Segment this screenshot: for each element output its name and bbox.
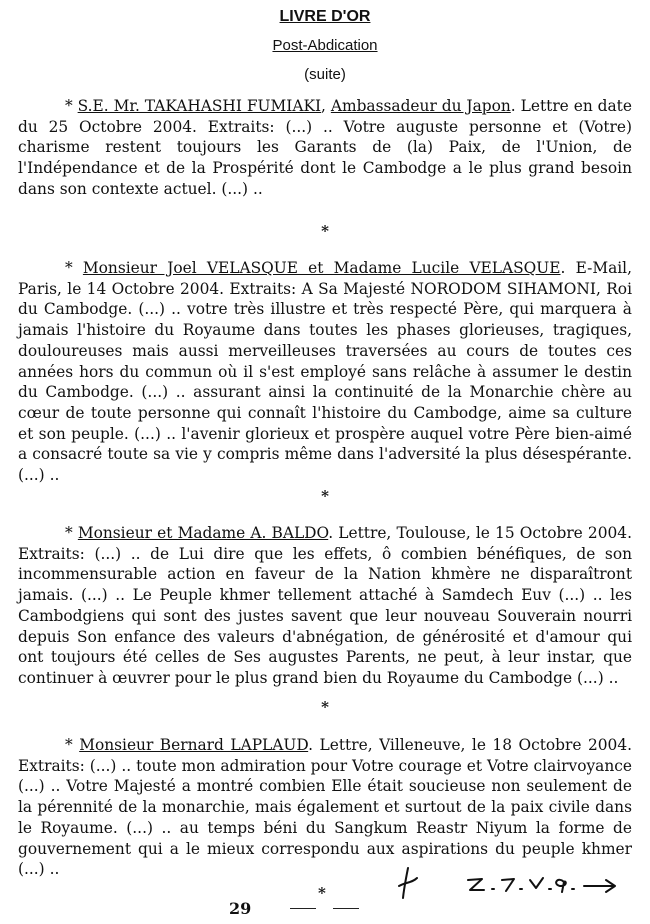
entry-text: . Lettre, Villeneuve, le 18 Octobre 2004. Extraits: (...) .. toute mon admiration pour Votre courage et Votre clairvoyance (...) .. Votre Majesté a montré combien Elle était soucieuse non seulement de la pérennité de la monarchie, mais également et surtout de la paix civile dans le Royaume. (...) .. au temps béni du Sangkum Reastr Niyum la forme de gouvernement qui a le mieux correspondu aux aspirations du peuple khmer (...) .. [18, 736, 633, 879]
separator-star: * [321, 487, 329, 505]
entry-author: Monsieur et Madame A. BALDO [77, 524, 329, 542]
entry-text: . E-Mail, Paris, le 14 Octobre 2004. Extraits: A Sa Majesté NORODOM SIHAMONI, Roi du Cambodge. (...) .. votre très illustre et très respecté Père, qui marquera à jamais l'histoire du Royaume dans toutes les phases glorieuses, tragiques, douloureuses mais aussi merveilleuses traversées au cours de toutes ces années hors du commun où il s'est employé sans relâche à assumer le destin du Cambodge. (...) .. assurant ainsi la continuité de la Monarchie chère au cœur de toute personne qui connaît l'histoire du Cambodge, aime sa culture et son peuple. (...) .. l'avenir glorieux et prospère auquel votre Père bien-aimé a consacré toute sa vie y compris même dans l'adversité la plus désespérante. (...) .. [18, 259, 632, 485]
handwritten-annotation [398, 864, 628, 900]
footer-dash-right [333, 908, 359, 909]
entry-takahashi: * S.E. Mr. TAKAHASHI FUMIAKI, Ambassadeur du Japon. Lettre en date du 25 Octobre 2004. Extraits: (...) .. Votre auguste personne et (Votre) charisme restent toujours les Garants de (la) Paix, de l'Union, de l'Indépendance et de la Prospérité dont le Cambodge a le plus grand besoin dans son contexte actuel. (...) .. [18, 97, 632, 198]
entry-text: . Lettre en date du 25 Octobre 2004. Extraits: (...) .. Votre auguste personne et (Votre) charisme restent toujours les Garants de (la) Paix, de l'Union, de l'Indépendance et de la Prospérité dont le Cambodge a le plus grand besoin dans son contexte actuel. (...) .. [18, 97, 632, 198]
entry-author: S.E. Mr. TAKAHASHI FUMIAKI [77, 97, 322, 115]
entry-author-role: Ambassadeur du Japon [330, 97, 511, 115]
page-title: LIVRE D'OR [279, 8, 371, 25]
entry-laplaud: * Monsieur Bernard LAPLAUD. Lettre, Villeneuve, le 18 Octobre 2004. Extraits: (...) .. toute mon admiration pour Votre courage et Votre clairvoyance (...) .. Votre Majesté a montré combien Elle était soucieuse non seulement de la pérennité de la monarchie, mais également et surtout de la paix civile dans le Royaume. (...) .. au temps béni du Sangkum Reastr Niyum la forme de gouvernement qui a le mieux correspondu aux aspirations du peuple khmer (...) .. [18, 736, 633, 879]
continuation-note: (suite) [304, 66, 346, 83]
separator-star: * [321, 222, 329, 240]
entry-velasque: * Monsieur Joel VELASQUE et Madame Lucile VELASQUE. E-Mail, Paris, le 14 Octobre 2004. Extraits: A Sa Majesté NORODOM SIHAMONI, Roi du Cambodge. (...) .. votre très illustre et très respecté Père, qui marquera à jamais l'histoire du Royaume dans toutes les phases glorieuses, tragiques, douloureuses mais aussi merveilleuses traversées au cours de toutes ces années hors du commun où il s'est employé sans relâche à assumer le destin du Cambodge. (...) .. assurant ainsi la continuité de la Monarchie chère au cœur de toute personne qui connaît l'histoire du Cambodge, aime sa culture et son peuple. (...) .. l'avenir glorieux et prospère auquel votre Père bien-aimé a consacré toute sa vie y compris même dans l'adversité la plus désespérante. (...) .. [18, 259, 632, 485]
entry-text: . Lettre, Toulouse, le 15 Octobre 2004. Extraits: (...) .. de Lui dire que les effets, ô combien bénéfiques, de son incommensurable action en faveur de la Nation khmère ne disparaîtront jamais. (...) .. Le Peuple khmer tellement attaché à Samdech Euv (...) .. les Cambodgiens qui sont des justes savent que leur nouveau Souverain nourri depuis Son enfance des valeurs d'abnégation, de générosité et d'amour qui ont toujours été celles de Ses augustes Parents, ne peut, à leur instar, que continuer à œuvrer pour le plus grand bien du Royaume du Cambodge (...) .. [18, 524, 632, 687]
page-subtitle: Post-Abdication [272, 37, 378, 54]
entry-baldo: * Monsieur et Madame A. BALDO. Lettre, Toulouse, le 15 Octobre 2004. Extraits: (...) .. de Lui dire que les effets, ô combien bénéfiques, de son incommensurable action en faveur de la Nation khmère ne disparaîtront jamais. (...) .. Le Peuple khmer tellement attaché à Samdech Euv (...) .. les Cambodgiens qui sont des justes savent que leur nouveau Souverain nourri depuis Son enfance des valeurs d'abnégation, de générosité et d'amour qui ont toujours été celles de Ses augustes Parents, ne peut, à leur instar, que continuer à œuvrer pour le plus grand bien du Royaume du Cambodge (...) .. [18, 524, 632, 687]
entry-author: Monsieur Bernard LAPLAUD [79, 736, 309, 754]
separator-star: * [321, 698, 329, 716]
page-number: 29 [229, 899, 252, 918]
footer-star: * [318, 884, 326, 902]
footer-dash-left [290, 908, 316, 909]
entry-author: Monsieur Joel VELASQUE et Madame Lucile VELASQUE [82, 259, 561, 277]
